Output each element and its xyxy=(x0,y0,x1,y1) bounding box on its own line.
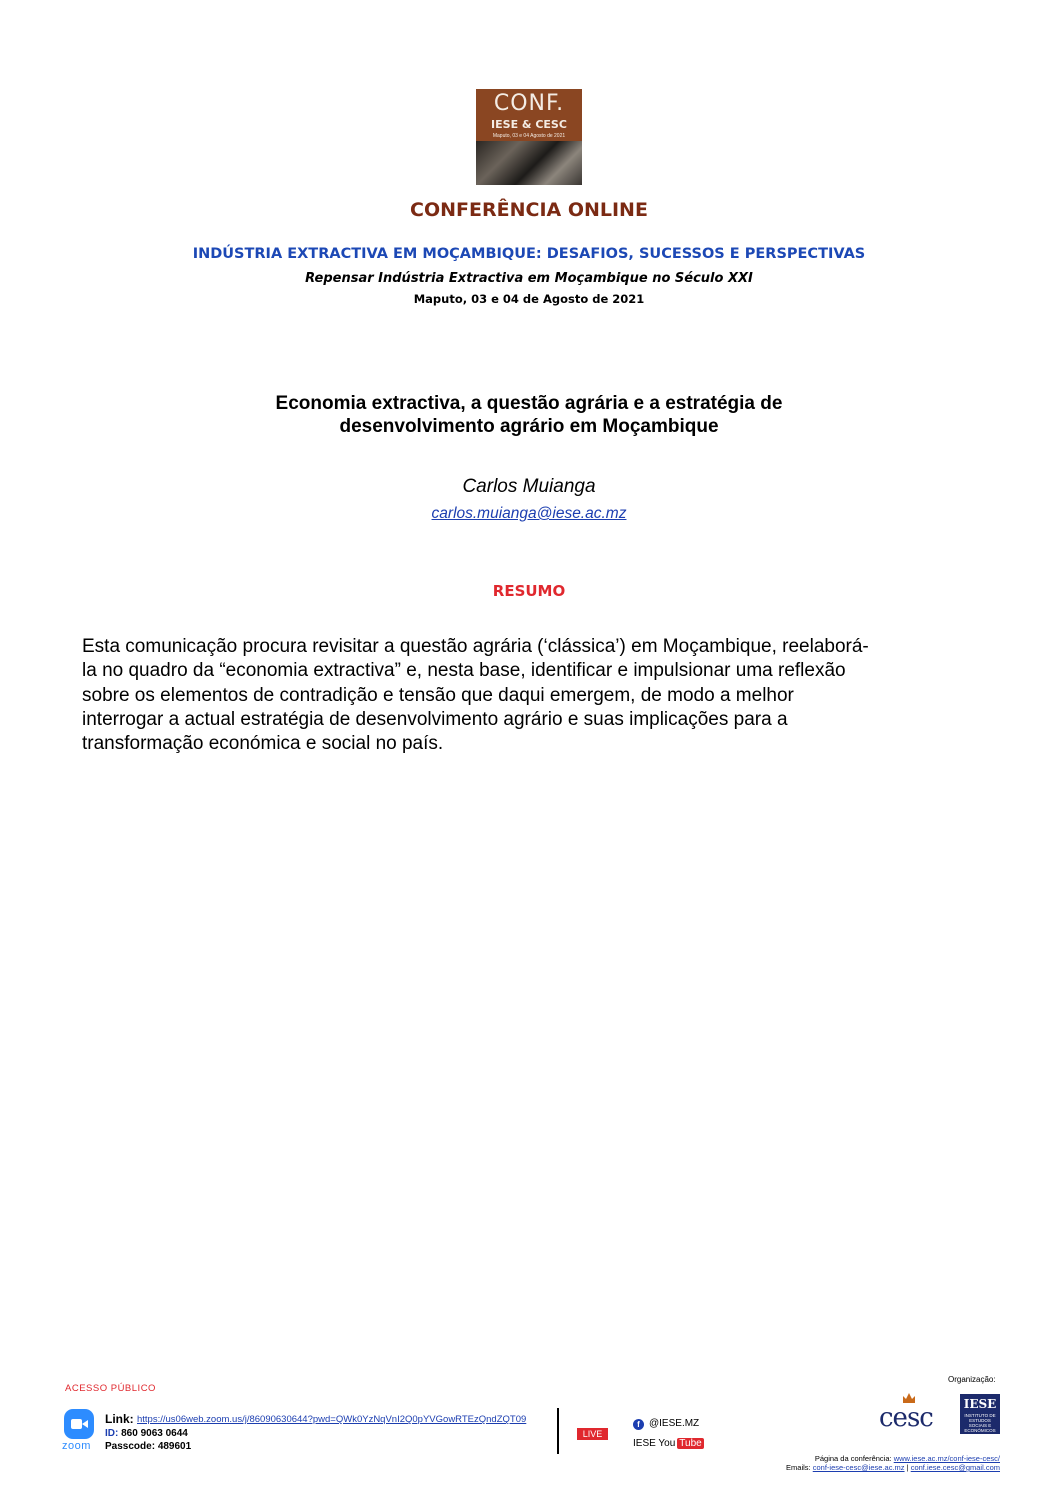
conference-title: CONFERÊNCIA ONLINE xyxy=(410,199,648,221)
logo-photo xyxy=(476,141,582,185)
facebook-icon: f xyxy=(633,1419,644,1430)
author-name: Carlos Muianga xyxy=(462,476,596,497)
zoom-link[interactable]: https://us06web.zoom.us/j/86090630644?pwd=QWk0YzNqVnI2Q0pYVGowRTEzQndZQT09 xyxy=(137,1414,527,1425)
email-link-1[interactable]: conf-iese-cesc@iese.ac.mz xyxy=(812,1463,905,1472)
conference-tagline: Repensar Indústria Extractiva em Moçambique no Século XXI xyxy=(305,271,753,286)
abstract-line: Esta comunicação procura revisitar a questão agrária (‘clássica’) em Moçambique, reelaborá- xyxy=(82,636,869,657)
abstract-line: interrogar a actual estratégia de desenvolvimento agrário e suas implicações para a xyxy=(82,708,788,730)
logo-text-date: Maputo, 03 e 04 Agosto de 2021 xyxy=(492,133,566,139)
iese-logo xyxy=(960,1394,1000,1434)
facebook-handle[interactable]: @IESE.MZ xyxy=(649,1418,700,1429)
conference-page xyxy=(815,1454,1000,1463)
youtube-channel[interactable] xyxy=(633,1438,704,1449)
footer-divider xyxy=(557,1408,559,1454)
abstract-text xyxy=(82,635,982,756)
public-access-label: ACESSO PÚBLICO xyxy=(65,1383,156,1394)
conference-subtitle: INDÚSTRIA EXTRACTIVA EM MOÇAMBIQUE: DESAFIOS, SUCESSOS E PERSPECTIVAS xyxy=(192,246,866,262)
paper-title-line-1: Economia extractiva, a questão agrária e a estratégia de xyxy=(275,393,783,414)
zoom-id-value: 860 9063 0644 xyxy=(121,1428,188,1439)
zoom-link-label: Link: xyxy=(105,1412,134,1426)
youtube-tube-badge: Tube xyxy=(679,1438,702,1449)
logo-text-organizers: IESE & CESC xyxy=(491,118,567,131)
zoom-id-label: ID: xyxy=(105,1428,119,1439)
abstract-line: sobre os elementos de contradição e tensão que daqui emergem, de modo a melhor xyxy=(82,684,794,706)
cesc-logo-text: cesc xyxy=(879,1403,933,1433)
author-email-link[interactable]: carlos.muianga@iese.ac.mz xyxy=(431,505,627,522)
live-badge: LIVE xyxy=(577,1428,608,1440)
zoom-camera-shape xyxy=(71,1419,82,1429)
cesc-crown-icon xyxy=(903,1393,915,1403)
conference-date: Maputo, 03 e 04 de Agosto de 2021 xyxy=(413,292,645,306)
zoom-id xyxy=(105,1428,188,1439)
abstract-line: transformação económica e social no país. xyxy=(82,733,444,755)
paper-title xyxy=(0,392,1058,438)
email-separator: | xyxy=(906,1463,909,1472)
zoom-lens-shape xyxy=(82,1420,88,1428)
abstract-heading: RESUMO xyxy=(492,582,566,600)
zoom-wordmark: zoom xyxy=(62,1440,91,1452)
conference-page-label: Página da conferência: xyxy=(814,1454,892,1463)
email-link-2[interactable]: conf.iese.cesc@gmail.com xyxy=(910,1463,1000,1472)
iese-logo-subtext: INSTITUTO DE ESTUDOS SOCIAIS E ECONÓMICOS xyxy=(964,1413,996,1433)
paper-title-line-2: desenvolvimento agrário em Moçambique xyxy=(339,416,719,437)
abstract-line: la no quadro da “economia extractiva” e, nesta base, identificar e impulsionar uma reflexão xyxy=(82,660,846,682)
conference-page-link[interactable]: www.iese.ac.mz/conf-iese-cesc/ xyxy=(893,1454,1000,1463)
organization-label: Organização: xyxy=(948,1375,996,1384)
youtube-label: IESE You xyxy=(633,1438,676,1449)
emails-label: Emails: xyxy=(786,1463,811,1472)
conference-logo xyxy=(476,89,582,185)
zoom-icon xyxy=(64,1409,94,1439)
zoom-passcode-value: 489601 xyxy=(157,1441,192,1452)
contact-emails xyxy=(786,1463,1000,1472)
logo-text-conf: CONF. xyxy=(493,91,565,116)
zoom-passcode-label: Passcode: xyxy=(105,1441,156,1452)
iese-logo-text: IESE xyxy=(963,1397,997,1411)
zoom-passcode xyxy=(105,1441,191,1452)
cesc-logo xyxy=(879,1393,939,1433)
